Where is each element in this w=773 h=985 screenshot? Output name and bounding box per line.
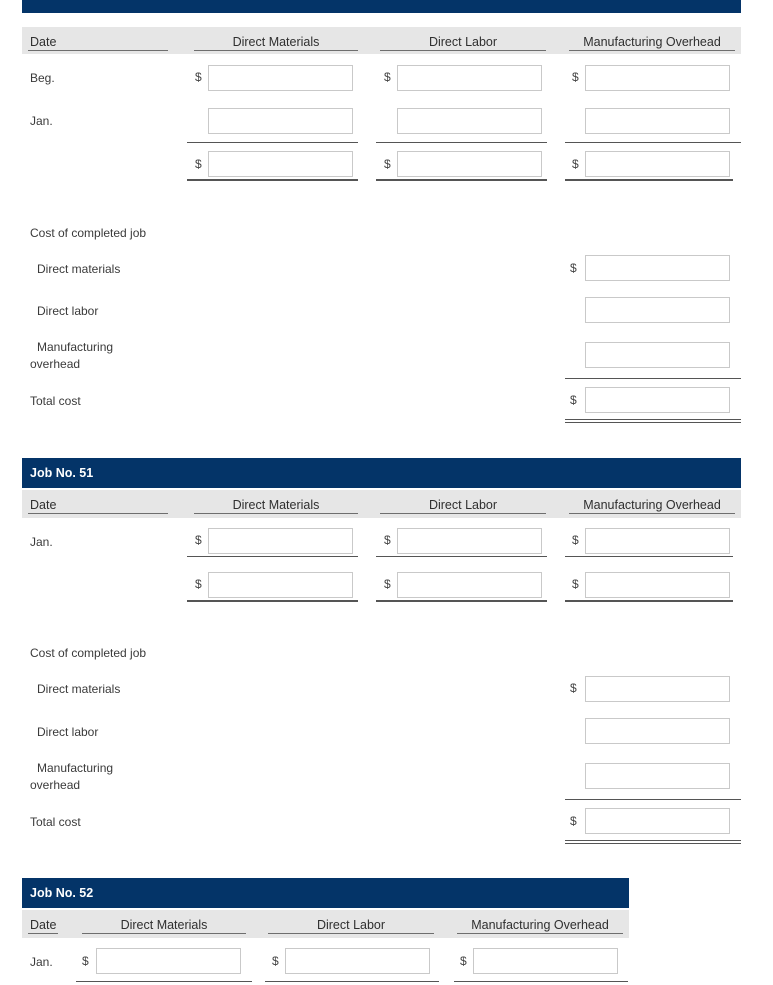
job50-total-direct-materials-input[interactable]	[208, 151, 353, 177]
job50-col-mo-rule	[569, 50, 735, 51]
job50-cost-heading: Cost of completed job	[30, 226, 147, 240]
job51-subtotal-rule-dm	[187, 556, 358, 557]
job51-jan-manufacturing-overhead-input[interactable]	[585, 528, 730, 554]
job52-col-direct-labor: Direct Labor	[316, 918, 386, 932]
job50-subtotal-rule-mo	[565, 142, 741, 143]
job50-beg-manufacturing-overhead-input[interactable]	[585, 65, 730, 91]
job51-row-jan-label: Jan.	[30, 535, 53, 549]
job51-total-cost-double-rule-1	[565, 840, 741, 841]
job50-total-cost-dollar: $	[570, 393, 577, 407]
job50-jan-direct-materials-input[interactable]	[208, 108, 353, 134]
job51-total-cost-label: Total cost	[30, 815, 81, 829]
job51-total-direct-materials-input[interactable]	[208, 572, 353, 598]
job50-col-date: Date	[30, 35, 57, 49]
job50-row-jan-label: Jan.	[30, 114, 53, 128]
job51-total-cost-double-rule-2	[565, 843, 741, 844]
job52-jan-mo-dollar: $	[460, 954, 467, 968]
job52-col-dl-rule	[268, 933, 434, 934]
job51-total-cost-dollar: $	[570, 814, 577, 828]
job51-col-date: Date	[30, 498, 57, 512]
job51-total-mo-dollar: $	[572, 577, 579, 591]
job51-jan-direct-labor-input[interactable]	[397, 528, 542, 554]
job50-total-direct-labor-input[interactable]	[397, 151, 542, 177]
job50-cost-dm-label: Direct materials	[37, 262, 121, 276]
job50-cost-direct-labor-input[interactable]	[585, 297, 730, 323]
job50-cost-manufacturing-overhead-input[interactable]	[585, 342, 730, 368]
job50-beg-dm-dollar: $	[195, 70, 202, 84]
job50-cost-mo-label-2: overhead	[30, 357, 81, 371]
job51-jan-dm-dollar: $	[195, 533, 202, 547]
job51-total-cost-input[interactable]	[585, 808, 730, 834]
job52-subtotal-rule-dl	[265, 981, 439, 982]
job51-jan-direct-materials-input[interactable]	[208, 528, 353, 554]
job52-subtotal-rule-dm	[76, 981, 252, 982]
job51-cost-dm-label: Direct materials	[37, 682, 121, 696]
job51-cost-heading: Cost of completed job	[30, 646, 147, 660]
job51-jan-mo-dollar: $	[572, 533, 579, 547]
job51-cost-dm-dollar: $	[570, 681, 577, 695]
job51-cost-sum-rule	[565, 799, 741, 800]
job52-col-mo-rule	[457, 933, 623, 934]
job52-col-date: Date	[30, 918, 57, 932]
job52-col-direct-materials: Direct Materials	[120, 918, 208, 932]
job51-total-rule-dl	[376, 600, 547, 602]
job50-cost-dl-label: Direct labor	[37, 304, 99, 318]
job51-total-dm-dollar: $	[195, 577, 202, 591]
job50-cost-direct-materials-input[interactable]	[585, 255, 730, 281]
job52-title: Job No. 52	[30, 886, 94, 900]
job50-jan-manufacturing-overhead-input[interactable]	[585, 108, 730, 134]
job50-total-dm-dollar: $	[195, 157, 202, 171]
job51-col-dl-rule	[380, 513, 546, 514]
job50-total-cost-double-rule-1	[565, 419, 741, 420]
job50-header-band	[22, 0, 741, 13]
job51-cost-mo-label-1: Manufacturing	[37, 761, 114, 775]
job51-cost-direct-materials-input[interactable]	[585, 676, 730, 702]
job50-beg-dl-dollar: $	[384, 70, 391, 84]
job52-col-dm-rule	[82, 933, 246, 934]
job52-header-band	[22, 878, 629, 908]
job51-col-manufacturing-overhead: Manufacturing Overhead	[583, 498, 721, 512]
job51-cost-direct-labor-input[interactable]	[585, 718, 730, 744]
job50-beg-direct-materials-input[interactable]	[208, 65, 353, 91]
job52-jan-direct-materials-input[interactable]	[96, 948, 241, 974]
job51-cost-dl-label: Direct labor	[37, 725, 99, 739]
job51-total-rule-mo	[565, 600, 733, 602]
job51-col-direct-labor: Direct Labor	[428, 498, 498, 512]
job52-col-date-rule	[28, 933, 58, 934]
job51-cost-mo-label-2: overhead	[30, 778, 81, 792]
job51-subtotal-rule-dl	[376, 556, 547, 557]
job51-subtotal-rule-mo	[565, 556, 733, 557]
job50-beg-mo-dollar: $	[572, 70, 579, 84]
job51-total-rule-dm	[187, 600, 358, 602]
job50-total-rule-dm	[187, 179, 358, 181]
job50-cost-dm-dollar: $	[570, 261, 577, 275]
job50-total-cost-double-rule-2	[565, 422, 741, 423]
job50-total-dl-dollar: $	[384, 157, 391, 171]
job51-total-direct-labor-input[interactable]	[397, 572, 542, 598]
job52-jan-dl-dollar: $	[272, 954, 279, 968]
job51-col-mo-rule	[569, 513, 735, 514]
job50-beg-direct-labor-input[interactable]	[397, 65, 542, 91]
job52-row-jan-label: Jan.	[30, 955, 53, 969]
job50-subtotal-rule-dm	[187, 142, 358, 143]
job50-col-manufacturing-overhead: Manufacturing Overhead	[583, 35, 721, 49]
job50-col-dm-rule	[194, 50, 358, 51]
job51-col-dm-rule	[194, 513, 358, 514]
job50-total-mo-dollar: $	[572, 157, 579, 171]
job50-cost-mo-label-1: Manufacturing	[37, 340, 114, 354]
job50-total-manufacturing-overhead-input[interactable]	[585, 151, 730, 177]
job50-subtotal-rule-dl	[376, 142, 547, 143]
job52-jan-dm-dollar: $	[82, 954, 89, 968]
job51-title: Job No. 51	[30, 466, 94, 480]
job52-col-manufacturing-overhead: Manufacturing Overhead	[471, 918, 609, 932]
job50-col-dl-rule	[380, 50, 546, 51]
job50-row-beg-label: Beg.	[30, 71, 55, 85]
job50-total-rule-dl	[376, 179, 547, 181]
job50-total-rule-mo	[565, 179, 733, 181]
job51-jan-dl-dollar: $	[384, 533, 391, 547]
job50-jan-direct-labor-input[interactable]	[397, 108, 542, 134]
job50-cost-sum-rule	[565, 378, 741, 379]
job50-total-cost-input[interactable]	[585, 387, 730, 413]
job51-col-direct-materials: Direct Materials	[232, 498, 320, 512]
job51-header-band	[22, 458, 741, 488]
job52-jan-manufacturing-overhead-input[interactable]	[473, 948, 618, 974]
job50-col-date-rule	[28, 50, 168, 51]
job50-total-cost-label: Total cost	[30, 394, 81, 408]
job52-subtotal-rule-mo	[454, 981, 628, 982]
job50-col-direct-materials: Direct Materials	[232, 35, 320, 49]
job51-total-dl-dollar: $	[384, 577, 391, 591]
job51-col-date-rule	[28, 513, 168, 514]
job51-total-manufacturing-overhead-input[interactable]	[585, 572, 730, 598]
job51-cost-manufacturing-overhead-input[interactable]	[585, 763, 730, 789]
job50-col-direct-labor: Direct Labor	[428, 35, 498, 49]
job52-jan-direct-labor-input[interactable]	[285, 948, 430, 974]
